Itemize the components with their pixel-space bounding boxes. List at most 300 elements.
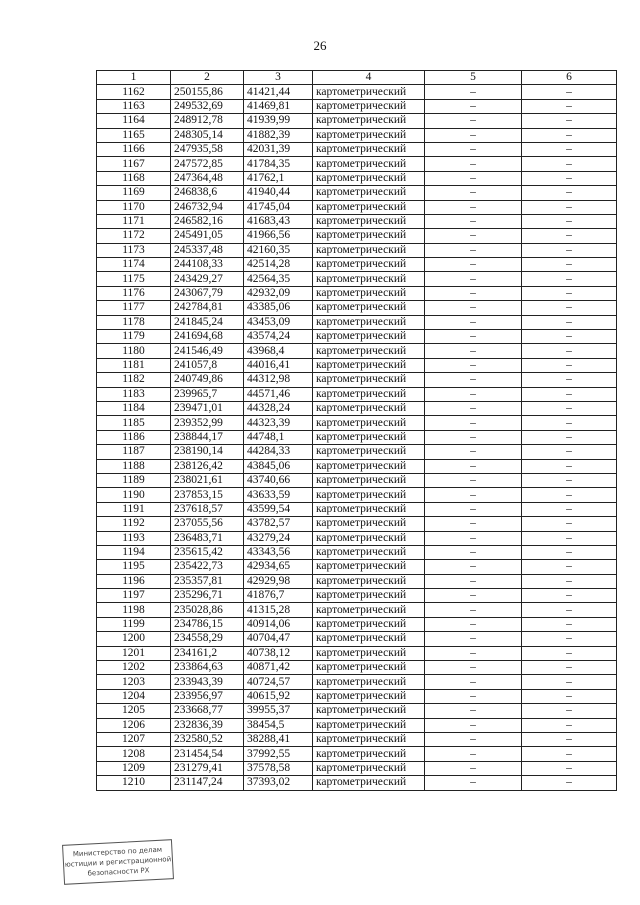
table-cell: – <box>522 502 617 516</box>
table-cell: картометрический <box>313 531 425 545</box>
table-cell: – <box>425 301 522 315</box>
table-row <box>97 488 617 502</box>
table-cell: 42564,35 <box>244 272 313 286</box>
table-cell: 1207 <box>97 732 171 746</box>
table-cell: 1183 <box>97 387 171 401</box>
table-cell: картометрический <box>313 128 425 142</box>
table-cell: 236483,71 <box>171 531 244 545</box>
table-cell: 1167 <box>97 157 171 171</box>
table-cell: картометрический <box>313 574 425 588</box>
table-cell: – <box>425 85 522 99</box>
table-row <box>97 114 617 128</box>
table-row <box>97 416 617 430</box>
table-cell: – <box>522 473 617 487</box>
table-cell: картометрический <box>313 445 425 459</box>
table-cell: – <box>425 157 522 171</box>
table-cell: 235357,81 <box>171 574 244 588</box>
table-cell: 241057,8 <box>171 358 244 372</box>
table-cell: – <box>425 761 522 775</box>
table-cell: картометрический <box>313 689 425 703</box>
table-cell: 1204 <box>97 689 171 703</box>
table-cell: – <box>425 747 522 761</box>
table-cell: 243429,27 <box>171 272 244 286</box>
table-cell: – <box>425 574 522 588</box>
table-cell: – <box>425 128 522 142</box>
table-row <box>97 589 617 603</box>
table-cell: 1178 <box>97 315 171 329</box>
table-row <box>97 718 617 732</box>
table-cell: картометрический <box>313 430 425 444</box>
table-row <box>97 85 617 99</box>
table-cell: 41784,35 <box>244 157 313 171</box>
table-cell: картометрический <box>313 387 425 401</box>
table-cell: картометрический <box>313 473 425 487</box>
table-cell: 1202 <box>97 661 171 675</box>
table-cell: – <box>522 560 617 574</box>
table-cell: 1181 <box>97 358 171 372</box>
table-row <box>97 171 617 185</box>
table-cell: 1188 <box>97 459 171 473</box>
table-cell: 1186 <box>97 430 171 444</box>
table-cell: – <box>425 560 522 574</box>
table-cell: – <box>522 459 617 473</box>
table-cell: 41421,44 <box>244 85 313 99</box>
table-cell: 238844,17 <box>171 430 244 444</box>
table-cell: 248912,78 <box>171 114 244 128</box>
table-cell: картометрический <box>313 488 425 502</box>
table-cell: 1208 <box>97 747 171 761</box>
table-cell: – <box>522 531 617 545</box>
table-cell: 37393,02 <box>244 776 313 790</box>
table-cell: 1180 <box>97 344 171 358</box>
table-cell: – <box>425 488 522 502</box>
stamp-line-3: безопасности РХ <box>87 866 150 878</box>
table-row <box>97 646 617 660</box>
table-cell: картометрический <box>313 243 425 257</box>
table-cell: 1171 <box>97 214 171 228</box>
table-cell: – <box>425 344 522 358</box>
table-cell: 43782,57 <box>244 517 313 531</box>
table-cell: – <box>425 315 522 329</box>
table-cell: 38454,5 <box>244 718 313 732</box>
table-cell: 1172 <box>97 229 171 243</box>
table-cell: – <box>425 373 522 387</box>
table-cell: – <box>425 632 522 646</box>
table-cell: – <box>425 186 522 200</box>
table-cell: картометрический <box>313 157 425 171</box>
table-cell: – <box>522 171 617 185</box>
table-cell: 41683,43 <box>244 214 313 228</box>
table-cell: картометрический <box>313 286 425 300</box>
table-cell: картометрический <box>313 99 425 113</box>
table-cell: картометрический <box>313 718 425 732</box>
table-cell: картометрический <box>313 502 425 516</box>
table-cell: – <box>522 128 617 142</box>
table-cell: 245491,05 <box>171 229 244 243</box>
table-cell: 246732,94 <box>171 200 244 214</box>
table-cell: 43599,54 <box>244 502 313 516</box>
table-cell: 247364,48 <box>171 171 244 185</box>
table-cell: 233864,63 <box>171 661 244 675</box>
table-cell: 1163 <box>97 99 171 113</box>
table-row <box>97 776 617 790</box>
table-cell: – <box>522 732 617 746</box>
table-cell: 233668,77 <box>171 704 244 718</box>
table-cell: 40738,12 <box>244 646 313 660</box>
table-cell: 43633,59 <box>244 488 313 502</box>
table-cell: 234786,15 <box>171 617 244 631</box>
table-cell: картометрический <box>313 776 425 790</box>
table-cell: 41966,56 <box>244 229 313 243</box>
table-cell: – <box>522 445 617 459</box>
table-row <box>97 430 617 444</box>
table-cell: – <box>425 114 522 128</box>
table-cell: 41939,99 <box>244 114 313 128</box>
table-row <box>97 358 617 372</box>
table-cell: – <box>425 718 522 732</box>
table-cell: 44748,1 <box>244 430 313 444</box>
table-cell: – <box>522 646 617 660</box>
table-cell: 41876,7 <box>244 589 313 603</box>
table-cell: 43845,06 <box>244 459 313 473</box>
table-row <box>97 459 617 473</box>
table-row <box>97 301 617 315</box>
table-cell: 1190 <box>97 488 171 502</box>
table-cell: картометрический <box>313 617 425 631</box>
table-cell: картометрический <box>313 704 425 718</box>
table-cell: – <box>522 416 617 430</box>
table-cell: 44016,41 <box>244 358 313 372</box>
table-cell: – <box>425 617 522 631</box>
coordinates-table <box>96 70 617 791</box>
table-cell: – <box>522 214 617 228</box>
table-cell: 231454,54 <box>171 747 244 761</box>
table-cell: картометрический <box>313 545 425 559</box>
table-cell: 233956,97 <box>171 689 244 703</box>
table-cell: – <box>522 229 617 243</box>
table-cell: – <box>425 689 522 703</box>
table-cell: 1164 <box>97 114 171 128</box>
table-cell: картометрический <box>313 589 425 603</box>
table-row <box>97 632 617 646</box>
table-cell: 1184 <box>97 401 171 415</box>
table-cell: 44284,33 <box>244 445 313 459</box>
table-cell: – <box>425 517 522 531</box>
table-cell: 1175 <box>97 272 171 286</box>
table-cell: – <box>522 689 617 703</box>
table-cell: картометрический <box>313 459 425 473</box>
table-cell: 40615,92 <box>244 689 313 703</box>
table-cell: картометрический <box>313 315 425 329</box>
table-cell: 1173 <box>97 243 171 257</box>
table-cell: – <box>522 272 617 286</box>
table-cell: картометрический <box>313 330 425 344</box>
table-cell: – <box>425 531 522 545</box>
table-cell: 233943,39 <box>171 675 244 689</box>
table-cell: 249532,69 <box>171 99 244 113</box>
table-cell: – <box>425 142 522 156</box>
table-cell: картометрический <box>313 186 425 200</box>
table-cell: картометрический <box>313 603 425 617</box>
table-row <box>97 186 617 200</box>
table-cell: 237055,56 <box>171 517 244 531</box>
table-cell: – <box>522 387 617 401</box>
table-cell: 1201 <box>97 646 171 660</box>
table-cell: – <box>425 430 522 444</box>
table-cell: 39955,37 <box>244 704 313 718</box>
table-cell: 42160,35 <box>244 243 313 257</box>
table-cell: 1189 <box>97 473 171 487</box>
table-cell: – <box>425 387 522 401</box>
registration-stamp <box>62 839 174 885</box>
table-row <box>97 661 617 675</box>
table-cell: 231279,41 <box>171 761 244 775</box>
table-cell: – <box>425 459 522 473</box>
table-cell: 232836,39 <box>171 718 244 732</box>
table-cell: – <box>522 142 617 156</box>
table-row <box>97 142 617 156</box>
table-cell: – <box>522 761 617 775</box>
table-cell: – <box>522 776 617 790</box>
table-cell: 1195 <box>97 560 171 574</box>
table-cell: 238190,14 <box>171 445 244 459</box>
table-cell: 239965,7 <box>171 387 244 401</box>
table-header-row <box>97 71 617 85</box>
table-cell: 239471,01 <box>171 401 244 415</box>
table-cell: – <box>425 502 522 516</box>
table-cell: 246838,6 <box>171 186 244 200</box>
table-row <box>97 502 617 516</box>
table-cell: 234161,2 <box>171 646 244 660</box>
table-cell: 246582,16 <box>171 214 244 228</box>
table-cell: 248305,14 <box>171 128 244 142</box>
table-cell: 42031,39 <box>244 142 313 156</box>
table-cell: картометрический <box>313 200 425 214</box>
table-cell: – <box>522 286 617 300</box>
column-header: 3 <box>244 71 313 85</box>
table-row <box>97 157 617 171</box>
table-cell: 43279,24 <box>244 531 313 545</box>
table-cell: 43385,06 <box>244 301 313 315</box>
table-cell: – <box>522 589 617 603</box>
table-cell: 235296,71 <box>171 589 244 603</box>
table-cell: 250155,86 <box>171 85 244 99</box>
table-row <box>97 545 617 559</box>
table-cell: – <box>425 603 522 617</box>
table-cell: – <box>522 85 617 99</box>
table-cell: – <box>522 704 617 718</box>
table-cell: – <box>425 675 522 689</box>
table-row <box>97 272 617 286</box>
table-cell: 1209 <box>97 761 171 775</box>
table-cell: 1205 <box>97 704 171 718</box>
table-row <box>97 617 617 631</box>
table-cell: – <box>522 675 617 689</box>
table-row <box>97 747 617 761</box>
table-cell: – <box>522 99 617 113</box>
table-cell: картометрический <box>313 258 425 272</box>
table-cell: 1170 <box>97 200 171 214</box>
table-cell: 1166 <box>97 142 171 156</box>
table-cell: 1203 <box>97 675 171 689</box>
table-cell: 42934,65 <box>244 560 313 574</box>
table-row <box>97 473 617 487</box>
table-cell: 37992,55 <box>244 747 313 761</box>
table-row <box>97 675 617 689</box>
table-cell: 40914,06 <box>244 617 313 631</box>
table-cell: 241845,24 <box>171 315 244 329</box>
table-cell: 43343,56 <box>244 545 313 559</box>
table-row <box>97 344 617 358</box>
table-cell: 235615,42 <box>171 545 244 559</box>
table-cell: – <box>425 330 522 344</box>
table-row <box>97 603 617 617</box>
table-cell: – <box>425 646 522 660</box>
column-header: 4 <box>313 71 425 85</box>
table-cell: 232580,52 <box>171 732 244 746</box>
table-cell: картометрический <box>313 214 425 228</box>
table-cell: – <box>425 99 522 113</box>
table-cell: 1169 <box>97 186 171 200</box>
table-cell: 1162 <box>97 85 171 99</box>
table-cell: 1194 <box>97 545 171 559</box>
table-cell: 243067,79 <box>171 286 244 300</box>
table-cell: 241546,49 <box>171 344 244 358</box>
table-cell: 41745,04 <box>244 200 313 214</box>
table-cell: – <box>425 416 522 430</box>
table-cell: – <box>425 445 522 459</box>
table-row <box>97 229 617 243</box>
table-cell: – <box>522 545 617 559</box>
table-cell: – <box>522 344 617 358</box>
table-cell: – <box>425 258 522 272</box>
table-row <box>97 286 617 300</box>
table-cell: картометрический <box>313 661 425 675</box>
table-row <box>97 330 617 344</box>
table-cell: – <box>522 330 617 344</box>
table-cell: 1206 <box>97 718 171 732</box>
page-number: 26 <box>313 38 327 53</box>
table-cell: 37578,58 <box>244 761 313 775</box>
table-cell: 1185 <box>97 416 171 430</box>
table-cell: – <box>425 704 522 718</box>
table-cell: – <box>425 776 522 790</box>
table-cell: 245337,48 <box>171 243 244 257</box>
table-row <box>97 401 617 415</box>
table-cell: – <box>425 214 522 228</box>
table-row <box>97 214 617 228</box>
table-cell: картометрический <box>313 646 425 660</box>
table-cell: – <box>522 186 617 200</box>
table-row <box>97 315 617 329</box>
table-cell: – <box>522 747 617 761</box>
table-cell: 44323,39 <box>244 416 313 430</box>
table-cell: – <box>425 171 522 185</box>
table-cell: картометрический <box>313 301 425 315</box>
table-cell: картометрический <box>313 761 425 775</box>
table-cell: 42929,98 <box>244 574 313 588</box>
table-cell: 44571,46 <box>244 387 313 401</box>
table-cell: 1196 <box>97 574 171 588</box>
table-cell: 242784,81 <box>171 301 244 315</box>
table-cell: картометрический <box>313 142 425 156</box>
table-row <box>97 517 617 531</box>
table-row <box>97 258 617 272</box>
table-cell: 38288,41 <box>244 732 313 746</box>
table-cell: 1176 <box>97 286 171 300</box>
table-cell: 41469,81 <box>244 99 313 113</box>
table-cell: 239352,99 <box>171 416 244 430</box>
table-cell: 238021,61 <box>171 473 244 487</box>
table-cell: 41315,28 <box>244 603 313 617</box>
table-cell: 1182 <box>97 373 171 387</box>
table-cell: 44328,24 <box>244 401 313 415</box>
table-cell: 237853,15 <box>171 488 244 502</box>
table-cell: 241694,68 <box>171 330 244 344</box>
table-row <box>97 243 617 257</box>
table-cell: 41882,39 <box>244 128 313 142</box>
table-cell: 1210 <box>97 776 171 790</box>
table-cell: – <box>522 200 617 214</box>
table-cell: – <box>522 661 617 675</box>
table-cell: 40724,57 <box>244 675 313 689</box>
table-cell: – <box>522 373 617 387</box>
table-cell: – <box>425 243 522 257</box>
table-cell: – <box>522 114 617 128</box>
table-cell: 42932,09 <box>244 286 313 300</box>
table-cell: – <box>425 545 522 559</box>
table-cell: – <box>425 229 522 243</box>
table-cell: 40704,47 <box>244 632 313 646</box>
table-cell: картометрический <box>313 85 425 99</box>
table-cell: 1168 <box>97 171 171 185</box>
table-cell: – <box>522 258 617 272</box>
table-cell: 43740,66 <box>244 473 313 487</box>
table-cell: – <box>522 243 617 257</box>
table-cell: 1193 <box>97 531 171 545</box>
table-cell: картометрический <box>313 344 425 358</box>
table-cell: – <box>425 661 522 675</box>
table-row <box>97 128 617 142</box>
table-row <box>97 761 617 775</box>
column-header: 1 <box>97 71 171 85</box>
table-cell: 1200 <box>97 632 171 646</box>
table-cell: 247935,58 <box>171 142 244 156</box>
table-cell: 43968,4 <box>244 344 313 358</box>
table-row <box>97 99 617 113</box>
table-cell: картометрический <box>313 632 425 646</box>
table-cell: картометрический <box>313 675 425 689</box>
table-cell: 42514,28 <box>244 258 313 272</box>
table-row <box>97 732 617 746</box>
table-cell: – <box>522 603 617 617</box>
table-row <box>97 704 617 718</box>
table-cell: картометрический <box>313 114 425 128</box>
table-cell: – <box>522 617 617 631</box>
stamp-line-1: Министерство по делам <box>72 845 163 859</box>
table-cell: 1174 <box>97 258 171 272</box>
table-cell: картометрический <box>313 517 425 531</box>
table-cell: 40871,42 <box>244 661 313 675</box>
table-row <box>97 373 617 387</box>
table-cell: 244108,33 <box>171 258 244 272</box>
table-cell: 41940,44 <box>244 186 313 200</box>
table-cell: картометрический <box>313 229 425 243</box>
table-row <box>97 689 617 703</box>
table-cell: 1179 <box>97 330 171 344</box>
table-cell: 1187 <box>97 445 171 459</box>
table-cell: 231147,24 <box>171 776 244 790</box>
